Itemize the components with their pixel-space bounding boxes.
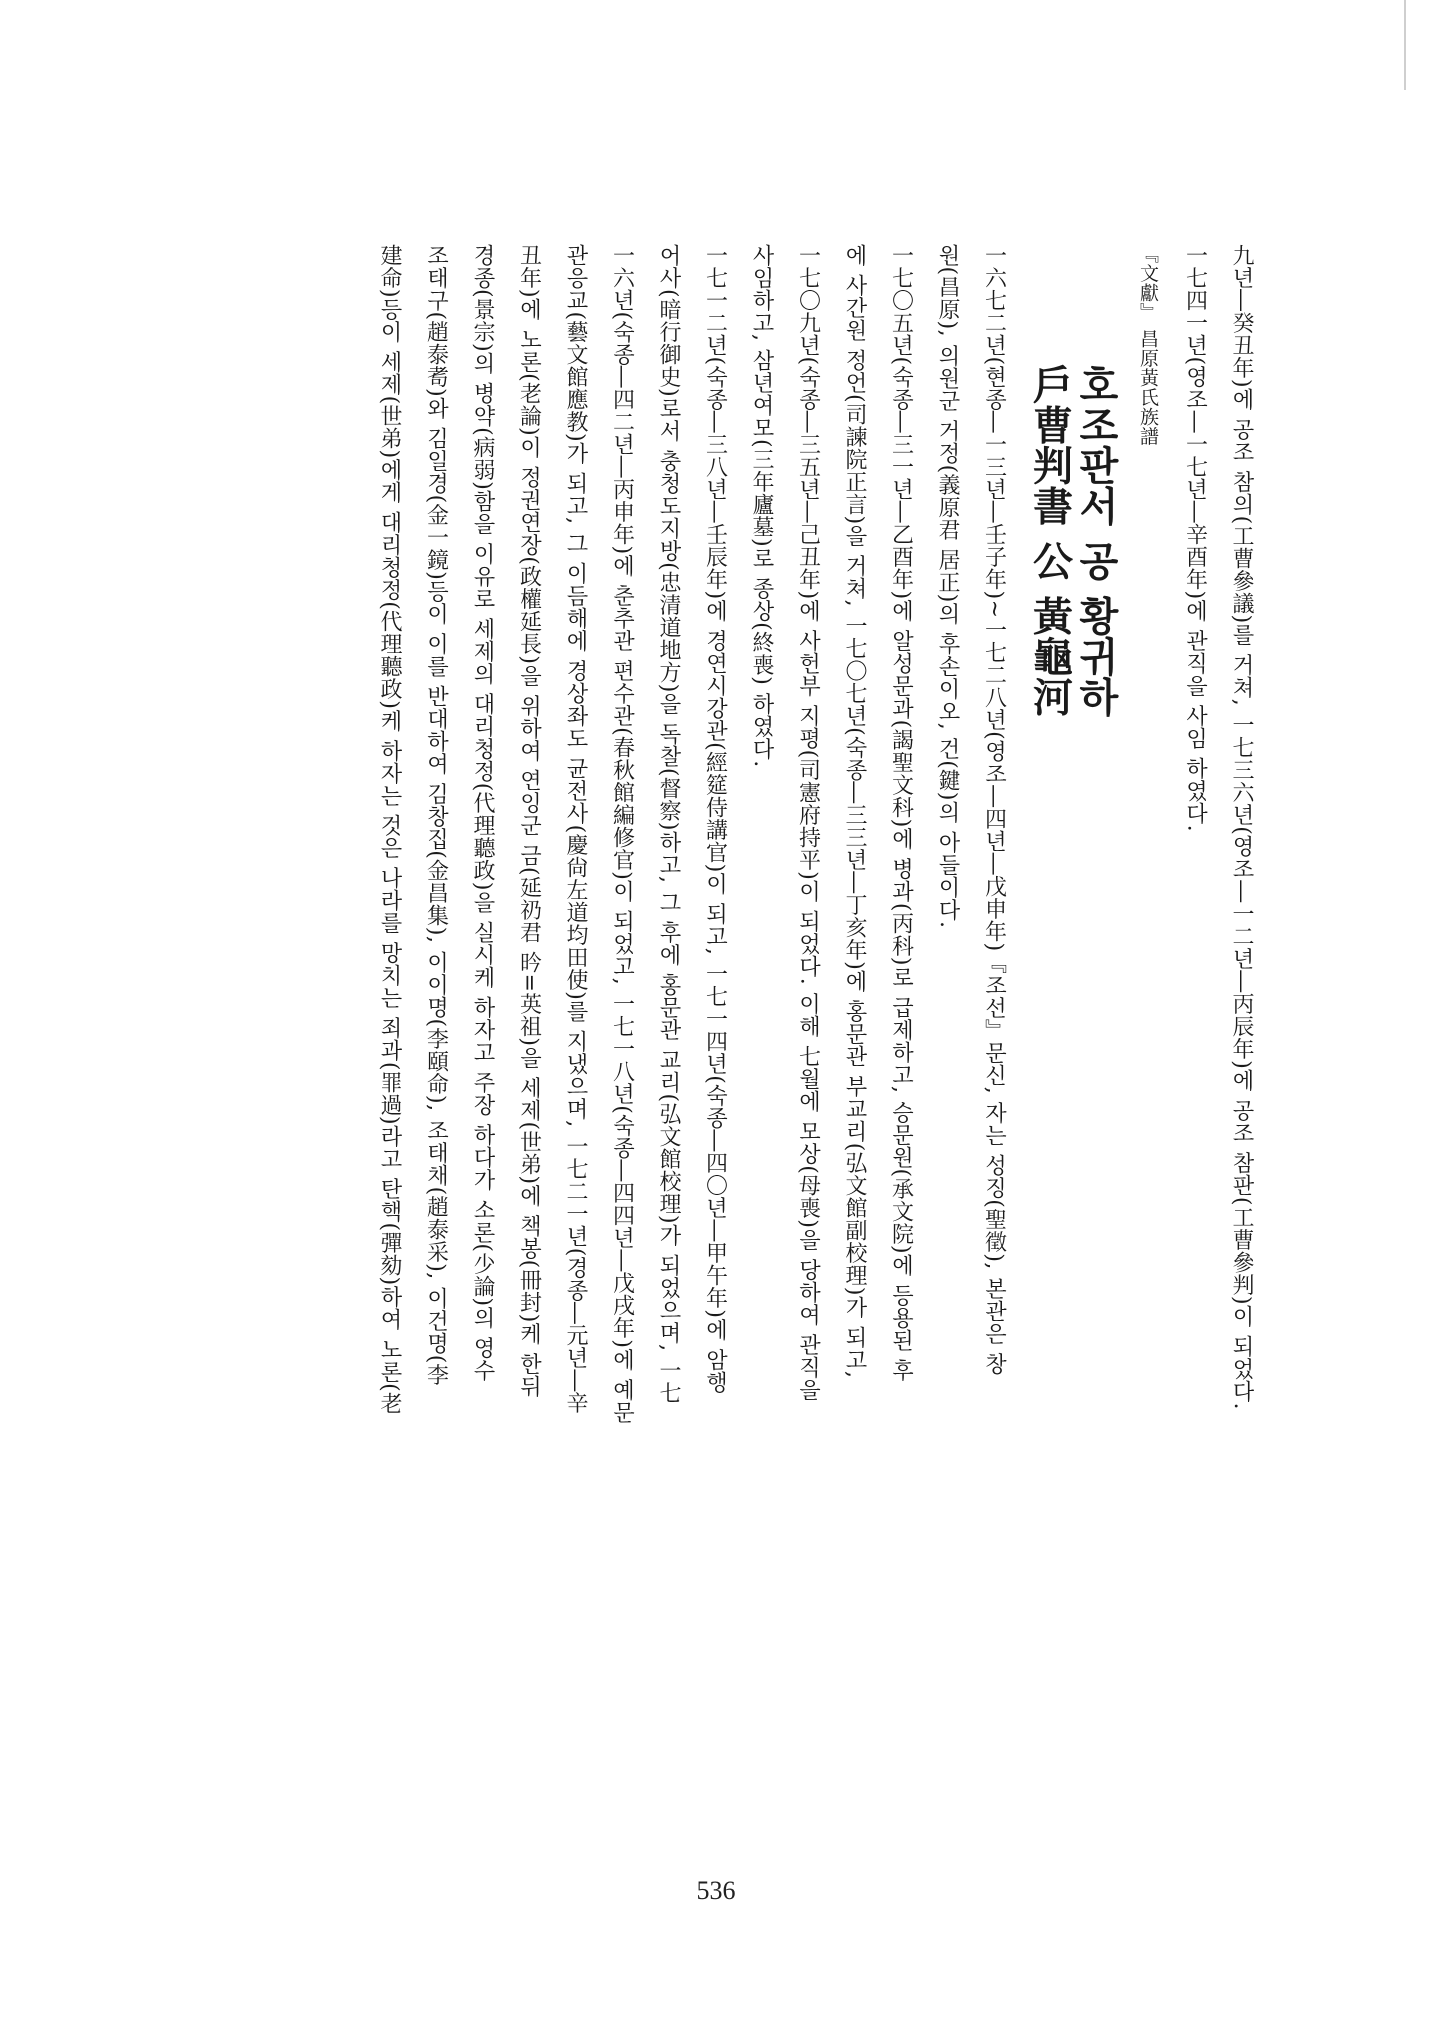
- body-column: 어사(暗行御史)로서 충청도지방(忠清道地方)을 독찰(督察)하고, 그 후에 홍문관 교리(弘文館校理)가 되었으며, 一七: [656, 244, 681, 1405]
- body-column: 에 사간원 정언(司諫院正言)을 거쳐, 一七〇七년(숙종―三三년―丁亥年)에 홍문관 부교리(弘文館副校理)가 되고,: [842, 244, 867, 1379]
- body-column: 建命)등이 세제(世弟)에게 대리청정(代理聽政)케 하자는 것은 나라를 망치는 죄과(罪過)라고 탄핵(彈劾)하여 노론(老: [377, 244, 402, 1415]
- body-column: 丑年)에 노론(老論)이 정권연장(政權延長)을 위하여 연잉군 금(延礽君 昑=英祖)을 세제(世弟)에 책봉(冊封)케 한뒤: [516, 244, 542, 1398]
- body-column: 一七一二년(숙종―三八년―壬辰年)에 경연시강관(經筵侍講官)이 되고, 一七一四년(숙종―四〇년―甲午年)에 암행: [702, 244, 728, 1394]
- body-column: 一七〇九년(숙종―三五년―己丑年)에 사헌부 지평(司憲府持平)이 되었다. 이해 七월에 모상(母喪)을 당하여 관직을: [795, 244, 821, 1401]
- section-heading: [1027, 244, 1119, 1804]
- scan-edge-mark: [1404, 0, 1406, 90]
- heading-hanja: 戶曹判書 公 黃龜河: [1026, 364, 1074, 717]
- body-column: 조태구(趙泰耉)와 김일경(金一鏡)등이 이를 반대하여 김창집(金昌集), 이이명(李頤命), 조태채(趙泰采), 이건명(李: [423, 244, 449, 1387]
- page-number: 536: [696, 1876, 736, 1905]
- body-column: 원(昌原), 의원군 거정(義原君 居正)의 후손이오, 건(鍵)의 아들이다.: [935, 244, 960, 929]
- vertical-text-block: [244, 244, 1264, 1804]
- heading-korean: 호조판서 공 황귀하: [1072, 364, 1120, 717]
- text-column: 一七四一년(영조―一七년―辛酉年)에 관직을 사임 하였다.: [1182, 244, 1208, 833]
- source-citation: 『文獻』 昌原黃氏族譜: [1137, 244, 1159, 446]
- body-column: 一六七二년(현종―一三년―壬子年)~一七二八년(영조―四년―戊申年)『조선』문신, 자는 성징(聖徵), 본관은 창: [981, 244, 1007, 1375]
- body-column: 사임하고, 삼년여모(三年廬墓)로 종상(終喪) 하였다.: [749, 244, 774, 768]
- body-column: 一七〇五년(숙종―三一년―乙酉年)에 알성문과(謁聖文科)에 병과(丙科)로 급제하고, 승문원(承文院)에 등용된 후: [888, 244, 914, 1382]
- body-column: 一六년(숙종―四二년―丙申年)에 춘추관 편수관(春秋館編修官)이 되었고, 一七一八년(숙종―四四년―戊戌年)에 예문: [609, 244, 635, 1424]
- text-column: 九년―癸丑年)에 공조 참의(工曹參議)를 거쳐, 一七三六년(영조―一二년―丙辰年)에 공조 참판(工曹參判)이 되었다.: [1229, 244, 1254, 1411]
- body-column: 경종(景宗)의 병약(病弱)함을 이유로 세제의 대리청정(代理聽政)을 실시케 하자고 주장 하다가 소론(少論)의 영수: [470, 244, 495, 1382]
- body-column: 관응교(藝文館應教)가 되고, 그 이듬해에 경상좌도 균전사(慶尙左道均田使)를 지냈으며, 一七二一년(경종―元년―辛: [563, 244, 588, 1415]
